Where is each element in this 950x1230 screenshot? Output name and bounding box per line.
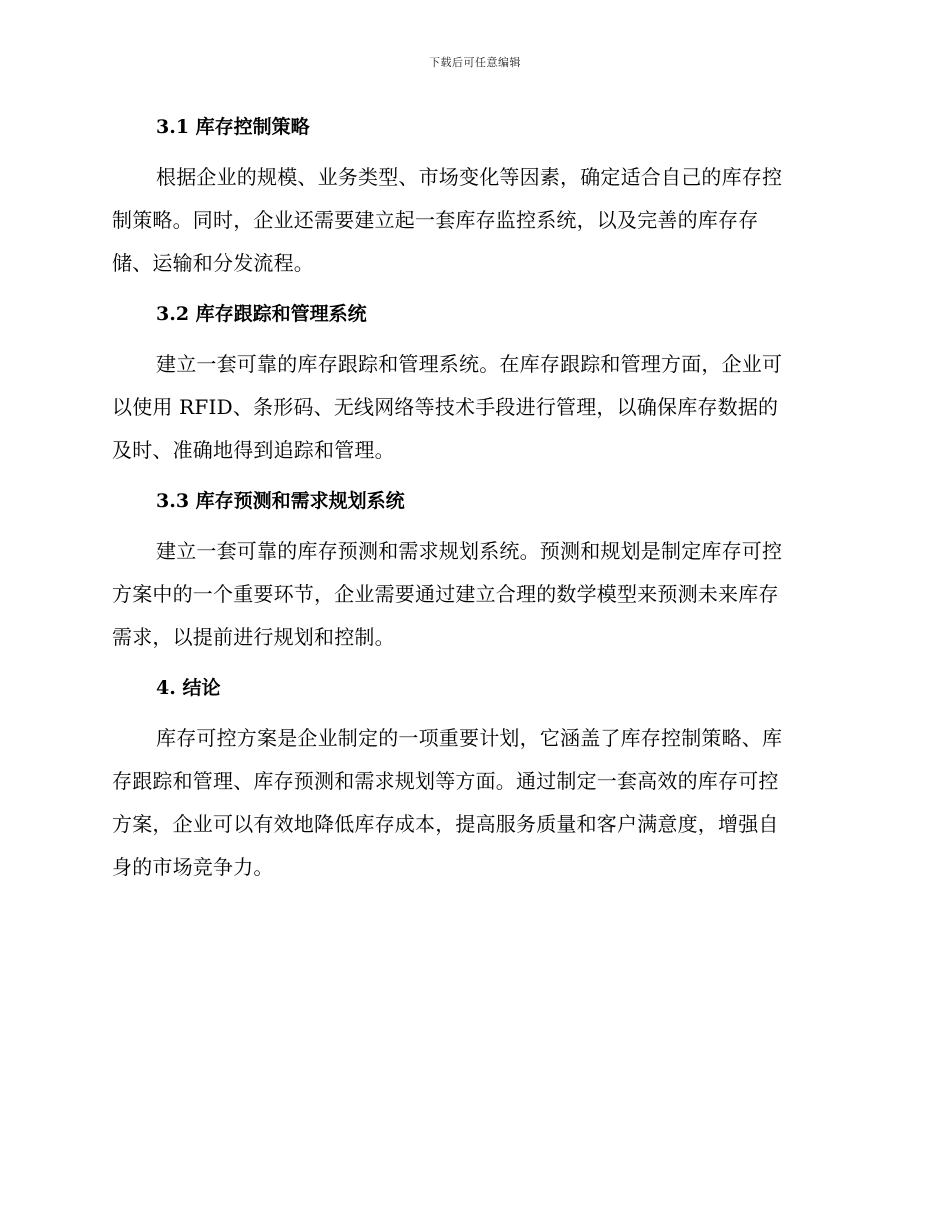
paragraph-line: 储、运输和分发流程。 [112, 251, 314, 275]
paragraph-line: 需求，以提前进行规划和控制。 [112, 625, 395, 649]
paragraph-line: 建立一套可靠的库存跟踪和管理系统。在库存跟踪和管理方面，企业可 [156, 352, 783, 376]
paragraph-line: 方案，企业可以有效地降低库存成本，提高服务质量和客户满意度，增强自 [112, 812, 779, 836]
paragraph-line: 建立一套可靠的库存预测和需求规划系统。预测和规划是制定库存可控 [156, 539, 783, 563]
header-note: 下载后可任意编辑 [429, 56, 521, 69]
paragraph-line: 库存可控方案是企业制定的一项重要计划，它涵盖了库存控制策略、库 [156, 726, 783, 750]
paragraph-line: 方案中的一个重要环节，企业需要通过建立合理的数学模型来预测未来库存 [112, 582, 779, 606]
paragraph-line: 身的市场竞争力。 [112, 855, 274, 879]
section-paragraph-4 [112, 717, 834, 889]
paragraph-line: 存跟踪和管理、库存预测和需求规划等方面。通过制定一套高效的库存可控 [112, 769, 779, 793]
paragraph-line: 及时、准确地得到追踪和管理。 [112, 438, 395, 462]
section-heading-4: 4. 结论 [156, 677, 221, 699]
paragraph-line: 制策略。同时，企业还需要建立起一套库存监控系统，以及完善的库存存 [112, 208, 759, 232]
document-body [112, 110, 834, 901]
section-heading-3-2: 3.2 库存跟踪和管理系统 [156, 303, 367, 325]
paragraph-line: 根据企业的规模、业务类型、市场变化等因素，确定适合自己的库存控 [156, 165, 783, 189]
section-paragraph-3-1 [112, 156, 834, 285]
section-heading-3-3: 3.3 库存预测和需求规划系统 [156, 490, 405, 512]
section-paragraph-3-2 [112, 343, 834, 472]
section-paragraph-3-3 [112, 530, 834, 659]
paragraph-line: 以使用 RFID、条形码、无线网络等技术手段进行管理，以确保库存数据的 [112, 395, 779, 419]
section-heading-3-1: 3.1 库存控制策略 [156, 116, 310, 138]
